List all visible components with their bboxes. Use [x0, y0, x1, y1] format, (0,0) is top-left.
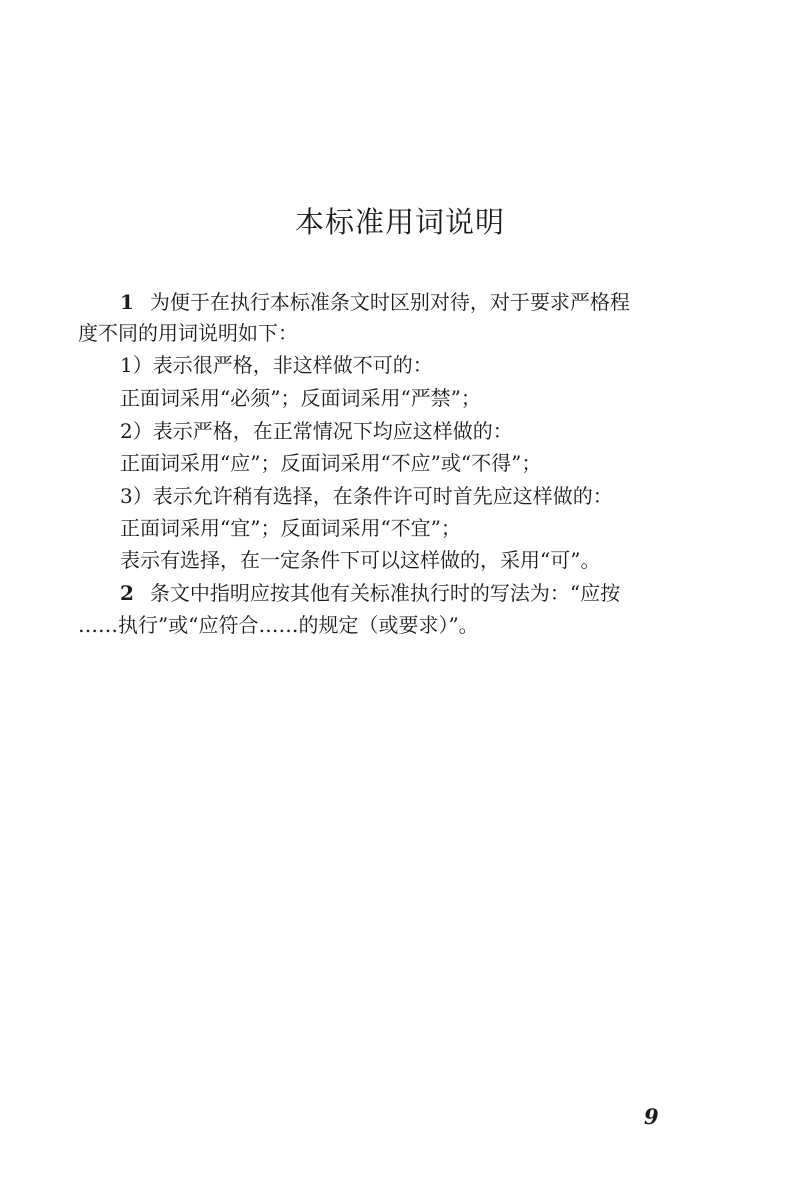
- item-1-number: 1: [120, 290, 134, 314]
- item-1-text: 为便于在执行本标准条文时区别对待，对于要求严格程: [149, 290, 630, 314]
- sub-2-words: 正面词采用“应”；反面词采用“不应”或“不得”；: [120, 451, 542, 475]
- page-number: 9: [644, 1104, 659, 1129]
- item-2-text: 条文中指明应按其他有关标准执行时的写法为：“应按: [149, 581, 621, 605]
- item-2-number: 2: [120, 581, 134, 605]
- item-1-line-2: 度不同的用词说明如下：: [78, 321, 298, 345]
- sub-2-heading: 2）表示严格，在正常情况下均应这样做的：: [120, 419, 513, 443]
- sub-3-words: 正面词采用“宜”；反面词采用“不宜”；: [120, 516, 461, 540]
- item-2-line-2: ……执行”或“应符合……的规定（或要求）”。: [78, 613, 479, 637]
- sub-1-words: 正面词采用“必须”；反面词采用“严禁”；: [120, 386, 481, 410]
- page-title: 本标准用词说明: [294, 205, 505, 239]
- item-1-line-1: [120, 287, 630, 317]
- sub-3-heading: 3）表示允许稍有选择，在条件许可时首先应这样做的：: [120, 484, 613, 508]
- sub-1-heading: 1）表示很严格，非这样做不可的：: [120, 353, 433, 377]
- sub-4-words: 表示有选择，在一定条件下可以这样做的，采用“可”。: [120, 548, 601, 572]
- item-2-line-1: [120, 578, 620, 608]
